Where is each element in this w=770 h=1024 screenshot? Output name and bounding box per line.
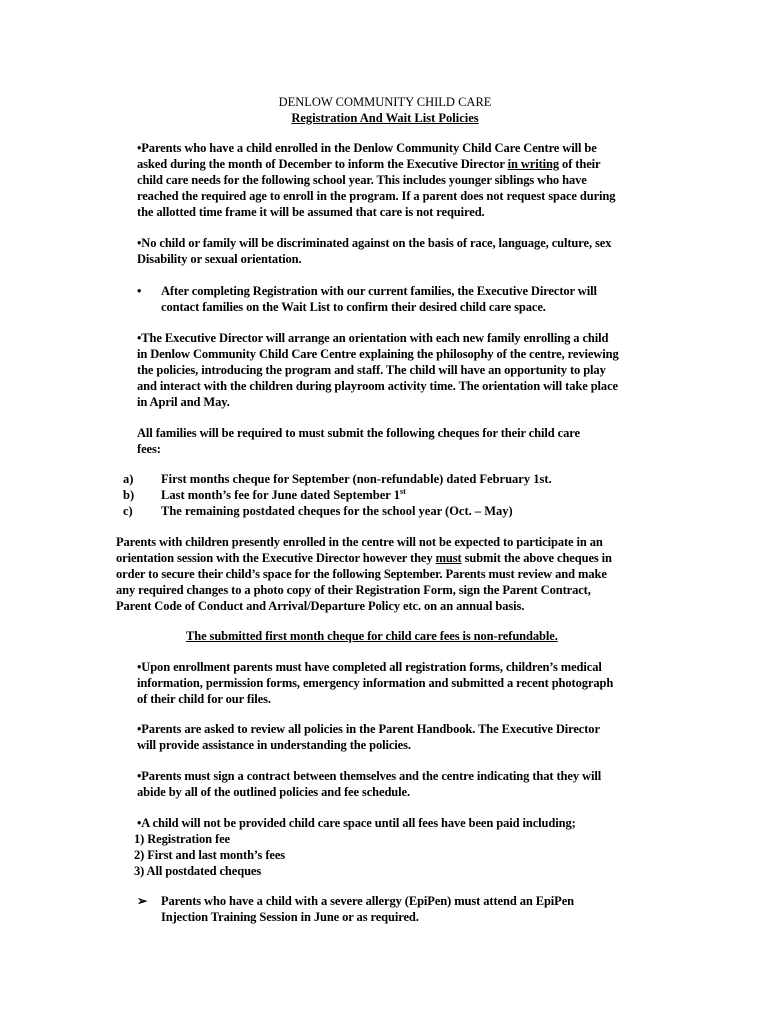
p7-line-2: information, permission forms, emergency information and submitted a recent photograph: [137, 676, 614, 690]
p1-line-2-text: asked during the month of December to inform the Executive Director: [137, 157, 508, 171]
p2-line-2: Disability or sexual orientation.: [137, 252, 302, 266]
p9-line-1: •Parents must sign a contract between themselves and the centre indicating that they will: [137, 769, 602, 783]
p6-line-2: [116, 550, 612, 566]
p7-line-3: of their child for our files.: [137, 692, 271, 706]
list-item: [161, 487, 406, 503]
list-marker: b): [123, 488, 135, 502]
p10-line-1: •A child will not be provided child care space until all fees have been paid including;: [137, 816, 576, 830]
in-writing-emphasis: in writing: [507, 157, 560, 171]
p6-line-1: Parents with children presently enrolled in the centre will not be expected to participate in an: [116, 535, 603, 549]
p1-line-2: [137, 156, 600, 172]
list-item-text: The remaining postdated cheques for the school year (Oct. – May): [161, 504, 513, 518]
p1-line-2-end: of their: [559, 157, 601, 171]
document-subtitle: Registration And Wait List Policies: [291, 111, 479, 125]
p4-line-1: •The Executive Director will arrange an orientation with each new family enrolling a child: [137, 331, 609, 345]
p8-line-2: will provide assistance in understanding the policies.: [137, 738, 411, 752]
p5-line-2: fees:: [137, 442, 161, 456]
list-item: [161, 471, 552, 487]
p1-line-5: the allotted time frame it will be assumed that care is not required.: [137, 205, 485, 219]
p9-line-2: abide by all of the outlined policies and fee schedule.: [137, 785, 410, 799]
p1-line-1: •Parents who have a child enrolled in the Denlow Community Child Care Centre will be: [137, 141, 597, 155]
p4-line-5: in April and May.: [137, 395, 230, 409]
arrow-bullet-icon: ➢: [137, 894, 148, 908]
document-title: DENLOW COMMUNITY CHILD CARE: [278, 95, 492, 109]
must-emphasis: must: [435, 551, 462, 565]
p1-line-3: child care needs for the following school year. This includes younger siblings who have: [137, 173, 587, 187]
p7-line-1: •Upon enrollment parents must have completed all registration forms, children’s medical: [137, 660, 602, 674]
list-marker: a): [123, 472, 134, 486]
p8-line-1: •Parents are asked to review all policies in the Parent Handbook. The Executive Director: [137, 722, 600, 736]
p5-line-1: All families will be required to must submit the following cheques for their child care: [137, 426, 580, 440]
list-marker: c): [123, 504, 133, 518]
p6-line-3: order to secure their child’s space for the following September. Parents must review and make: [116, 567, 607, 581]
ordinal-suffix: st: [400, 487, 406, 496]
p11-line-1: Parents who have a child with a severe allergy (EpiPen) must attend an EpiPen: [161, 894, 575, 908]
bullet-marker: •: [137, 284, 142, 298]
p6-line-2-end: submit the above cheques in: [461, 551, 612, 565]
list-item: [161, 503, 513, 519]
p3-line-2: contact families on the Wait List to confirm their desired child care space.: [161, 300, 546, 314]
p2-line-1: •No child or family will be discriminated against on the basis of race, language, culture, sex: [137, 236, 612, 250]
p1-line-4: reached the required age to enroll in the program. If a parent does not request space during: [137, 189, 616, 203]
list-item-text: Last month’s fee for June dated September 1: [161, 488, 400, 502]
p11-line-2: Injection Training Session in June or as required.: [161, 910, 419, 924]
list-item: 3) All postdated cheques: [134, 864, 262, 878]
p3-line-1: After completing Registration with our current families, the Executive Director will: [161, 284, 597, 298]
list-item-text: First months cheque for September (non-refundable) dated February 1st.: [161, 472, 552, 486]
non-refundable-notice: The submitted first month cheque for child care fees is non-refundable.: [186, 629, 558, 643]
p4-line-3: the policies, introducing the program and staff. The child will have an opportunity to play: [137, 363, 606, 377]
p6-line-5: Parent Code of Conduct and Arrival/Departure Policy etc. on an annual basis.: [116, 599, 525, 613]
p4-line-2: in Denlow Community Child Care Centre explaining the philosophy of the centre, reviewing: [137, 347, 619, 361]
list-item: 1) Registration fee: [134, 832, 230, 846]
p4-line-4: and interact with the children during playroom activity time. The orientation will take place: [137, 379, 618, 393]
list-item: 2) First and last month’s fees: [134, 848, 286, 862]
p6-line-2-text: orientation session with the Executive Director however they: [116, 551, 436, 565]
p6-line-4: any required changes to a photo copy of their Registration Form, sign the Parent Contract,: [116, 583, 591, 597]
